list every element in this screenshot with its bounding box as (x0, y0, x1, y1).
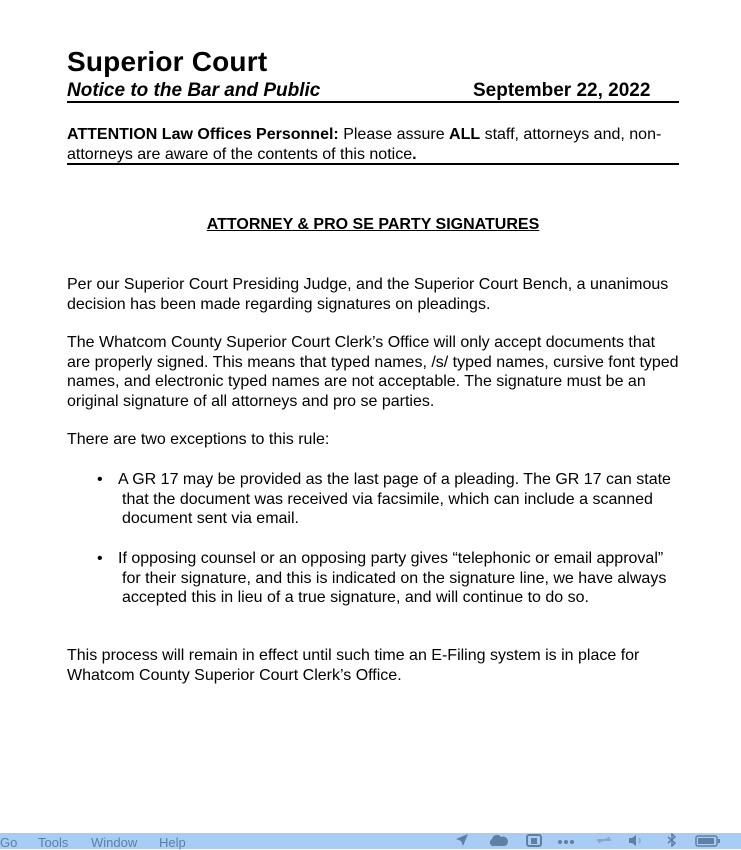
attention-text-1: Please assure (338, 126, 450, 143)
page-title: Superior Court (67, 46, 268, 77)
more-icon[interactable] (557, 833, 577, 850)
header-rule (67, 101, 679, 103)
notice-date: September 22, 2022 (473, 80, 651, 101)
paragraph-signing-policy: The Whatcom County Superior Court Clerk’s Office will only accept documents that are properly signed. This means that typed names, /s/ typed names, cursive font typed names, and electronic typed names are not acceptable. The signature must be an original signature of all attorneys and pro se parties. (67, 334, 679, 410)
bullet-text: A GR 17 may be provided as the last page of a pleading. The GR 17 can state that the document was received via facsimile, which can include a scanned document sent via email. (118, 471, 671, 528)
location-icon[interactable] (455, 833, 469, 850)
bullet-text: If opposing counsel or an opposing party gives “telephonic or email approval” for their signature, and this is indicated on the signature line, we have always accepted this in lieu of a true signature, and will continue to do so. (118, 550, 667, 607)
menu-item-window[interactable]: Window (91, 835, 138, 850)
battery-icon[interactable] (695, 833, 721, 850)
bluetooth-icon[interactable] (667, 833, 677, 850)
list-item (97, 549, 677, 608)
attention-notice (67, 125, 679, 164)
camera-icon[interactable] (526, 833, 542, 850)
volume-icon[interactable] (628, 833, 646, 850)
menu-item-go[interactable]: Go (0, 835, 18, 850)
sync-icon[interactable] (596, 833, 612, 850)
bullet-dot: • (97, 550, 103, 567)
attention-label: ATTENTION Law Offices Personnel: (67, 126, 339, 143)
menu-item-tools[interactable]: Tools (38, 835, 69, 850)
attention-period: . (412, 145, 417, 163)
cloud-icon[interactable] (487, 833, 509, 850)
paragraph-decision: Per our Superior Court Presiding Judge, and the Superior Court Bench, a unanimous decision has been made regarding signatures on pleadings. (67, 276, 669, 313)
paragraph-closing: This process will remain in effect until such time an E-Filing system is in place for Whatcom County Superior Court Clerk’s Office. (67, 647, 640, 684)
menu-item-help[interactable]: Help (159, 835, 186, 850)
paragraph-exceptions-intro: There are two exceptions to this rule: (67, 431, 330, 448)
attention-text-2: staff, attorneys and, non-attorneys are aware of the contents of this notice (67, 126, 662, 163)
notice-subtitle: Notice to the Bar and Public (67, 80, 321, 101)
attention-rule (67, 163, 679, 165)
bullet-dot: • (97, 471, 103, 488)
section-heading: ATTORNEY & PRO SE PARTY SIGNATURES (206, 216, 540, 233)
system-menu-bar (0, 833, 741, 849)
list-item (97, 470, 677, 529)
attention-all: ALL (449, 126, 481, 143)
